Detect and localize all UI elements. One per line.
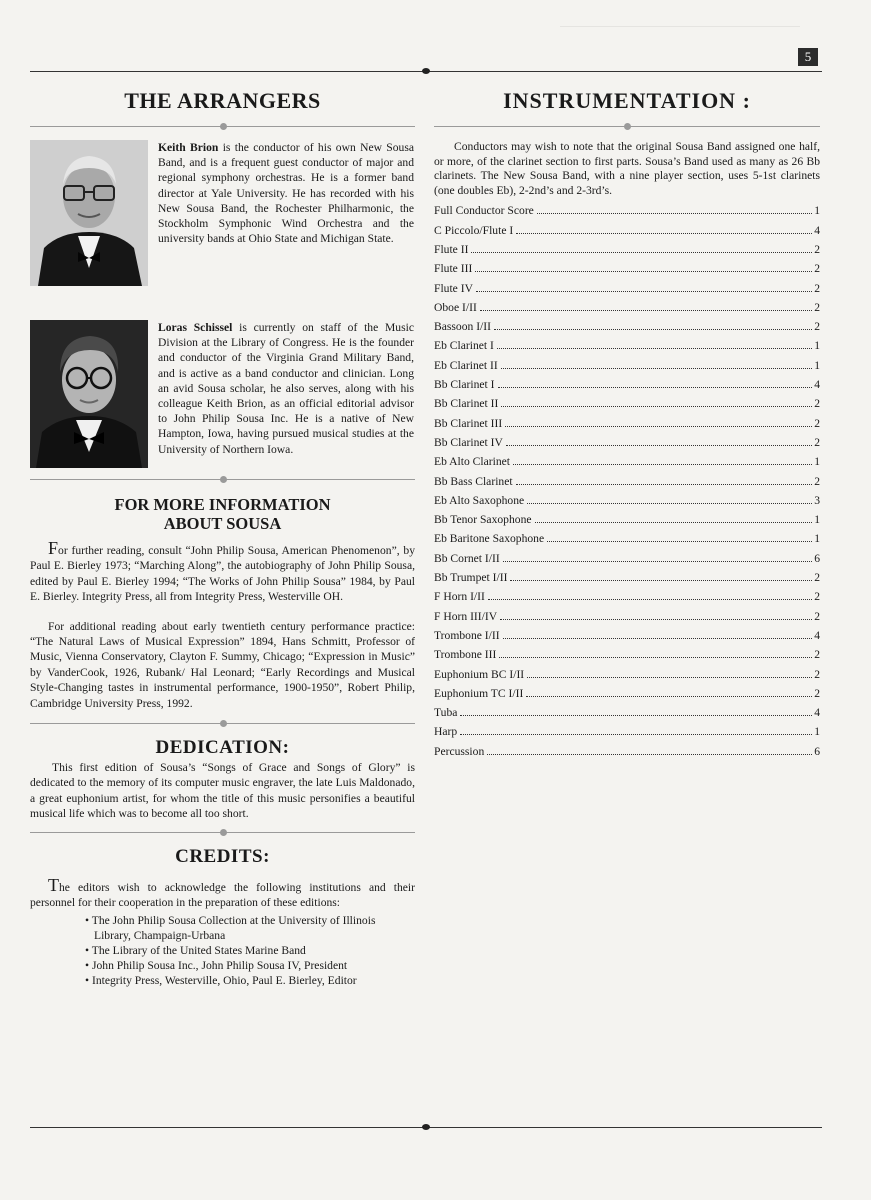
list-item: Flute III 2 bbox=[434, 262, 820, 276]
list-item: • Integrity Press, Westerville, Ohio, Paul E. Bierley, Editor bbox=[85, 973, 357, 987]
page-number: 5 bbox=[798, 48, 818, 66]
list-item: Full Conductor Score 1 bbox=[434, 204, 820, 218]
instrumentation-list bbox=[434, 204, 820, 764]
list-item: Trombone III 2 bbox=[434, 648, 820, 662]
list-item: Bassoon I/II 2 bbox=[434, 320, 820, 334]
credits-intro: The editors wish to acknowledge the following institutions and their personnel for their cooperation in the preparation of these editions: bbox=[30, 874, 415, 910]
list-item: Bb Clarinet III 2 bbox=[434, 416, 820, 430]
list-item: Tuba 4 bbox=[434, 706, 820, 720]
bio-keith-brion bbox=[30, 140, 415, 290]
loras-schissel-photo bbox=[30, 320, 148, 468]
top-rule-dot bbox=[422, 68, 430, 74]
section-divider bbox=[30, 473, 415, 485]
arrangers-heading: THE ARRANGERS bbox=[124, 88, 321, 113]
list-item: Eb Clarinet I 1 bbox=[434, 339, 820, 353]
loras-schissel-name: Loras Schissel bbox=[158, 321, 233, 334]
list-item: • John Philip Sousa Inc., John Philip Sousa IV, President bbox=[85, 958, 348, 972]
list-item: Eb Clarinet II 1 bbox=[434, 358, 820, 372]
section-divider bbox=[434, 120, 820, 132]
keith-brion-bio: Keith Brion is the conductor of his own New Sousa Band, and is a frequent guest conductor of major and regional symphony orchestras. He is a former band director at Yale University. He has recorded with his New Sousa Band, the Rochester Philharmonic, the Stockholm Symphonic Wind Orchestra and the university bands at Ohio State and Michigan State. bbox=[158, 141, 415, 246]
list-item: Bb Tenor Saxophone 1 bbox=[434, 513, 820, 527]
more-info-heading-line1: FOR MORE INFORMATION bbox=[114, 495, 331, 514]
list-item: Eb Baritone Saxophone 1 bbox=[434, 532, 820, 546]
list-item: • The John Philip Sousa Collection at the University of Illinois Library, Champaign-Urbana bbox=[85, 913, 376, 942]
loras-schissel-bio: Loras Schissel is currently on staff of the Music Division at the Library of Congress. He is the founder and conductor of the Virginia Grand Military Band, and is active as a band conductor and clinician. Long an avid Sousa scholar, he also serves, along with his colleague Keith Brion, as an official editorial advisor to John Philip Sousa Inc. He is a native of New Hampton, Iowa, having pursued musical studies at the University of Northern Iowa. bbox=[158, 321, 414, 456]
credits-list bbox=[85, 913, 415, 988]
list-item: Harp 1 bbox=[434, 725, 820, 739]
section-divider bbox=[30, 826, 415, 838]
list-item: • The Library of the United States Marine Band bbox=[85, 943, 306, 957]
list-item: Bb Clarinet I 4 bbox=[434, 378, 820, 392]
list-item: Percussion 6 bbox=[434, 744, 820, 758]
list-item: Bb Clarinet IV 2 bbox=[434, 435, 820, 449]
list-item: F Horn III/IV 2 bbox=[434, 609, 820, 623]
list-item: Flute IV 2 bbox=[434, 281, 820, 295]
list-item: Eb Alto Saxophone 3 bbox=[434, 493, 820, 507]
section-divider bbox=[30, 120, 415, 132]
dedication-text: This first edition of Sousa’s “Songs of Grace and Songs of Glory” is dedicated to the memory of its computer music engraver, the late Luis Maldonado, a great euphonium artist, for whom the title of this music personifies a beautiful musical life which was to become all too short. bbox=[30, 761, 415, 821]
list-item: Flute II 2 bbox=[434, 242, 820, 256]
list-item: Eb Alto Clarinet 1 bbox=[434, 455, 820, 469]
list-item: F Horn I/II 2 bbox=[434, 590, 820, 604]
instrumentation-heading: INSTRUMENTATION : bbox=[503, 88, 751, 113]
dedication-heading: DEDICATION: bbox=[155, 737, 290, 759]
list-item: Bb Cornet I/II 6 bbox=[434, 551, 820, 565]
list-item: Bb Trumpet I/II 2 bbox=[434, 571, 820, 585]
bio-loras-schissel bbox=[30, 320, 415, 472]
right-column bbox=[434, 88, 820, 764]
list-item: C Piccolo/Flute I 4 bbox=[434, 223, 820, 237]
list-item: Euphonium BC I/II 2 bbox=[434, 667, 820, 681]
credits-heading: CREDITS: bbox=[175, 845, 270, 867]
list-item: Oboe I/II 2 bbox=[434, 300, 820, 314]
bottom-rule-dot bbox=[422, 1124, 430, 1130]
section-divider bbox=[30, 717, 415, 729]
more-info-paragraph-1: For further reading, consult “John Philip Sousa, American Phenomenon”, by Paul E. Bierley 1973; “Marching Along”, the autobiography of John Philip Sousa, edited by Paul E. Bierley 1994; “The Works of John Philip Sousa” 1984, by Paul E. Bierley. Integrity Press, all from Integrity Press, Westerville OH. bbox=[30, 538, 415, 604]
keith-brion-name: Keith Brion bbox=[158, 141, 219, 154]
list-item: Bb Bass Clarinet 2 bbox=[434, 474, 820, 488]
keith-brion-photo bbox=[30, 140, 148, 286]
list-item: Bb Clarinet II 2 bbox=[434, 397, 820, 411]
more-info-paragraph-2: For additional reading about early twentieth century performance practice: “The Natural Laws of Musical Expression” 1894, Hans Schmitt, Professor of Music, Vienna Conservatory, Clayton F. Summy, Chicago; “Expression in Music” by VanderCook, 1926, Rubank/ Hal Leonard; “Early Recordings and Musical Style-Changing tastes in instrumental performance, 1900-1950”, Robert Philip, Cambridge University Press, 1992. bbox=[30, 619, 415, 710]
left-column bbox=[30, 88, 415, 988]
faded-header-bleed bbox=[560, 8, 800, 27]
more-info-heading-line2: ABOUT SOUSA bbox=[163, 514, 282, 533]
list-item: Trombone I/II 4 bbox=[434, 628, 820, 642]
instrumentation-intro: Conductors may wish to note that the original Sousa Band assigned one half, or more, of the clarinet section to first parts. Sousa’s Band used as many as 26 Bb clarinets. The New Sousa Band, with a nine player section, uses 5-1st clarinets (one doubles Eb), 2-2nd’s and 2-3rd’s. bbox=[434, 140, 820, 197]
list-item: Euphonium TC I/II 2 bbox=[434, 686, 820, 700]
